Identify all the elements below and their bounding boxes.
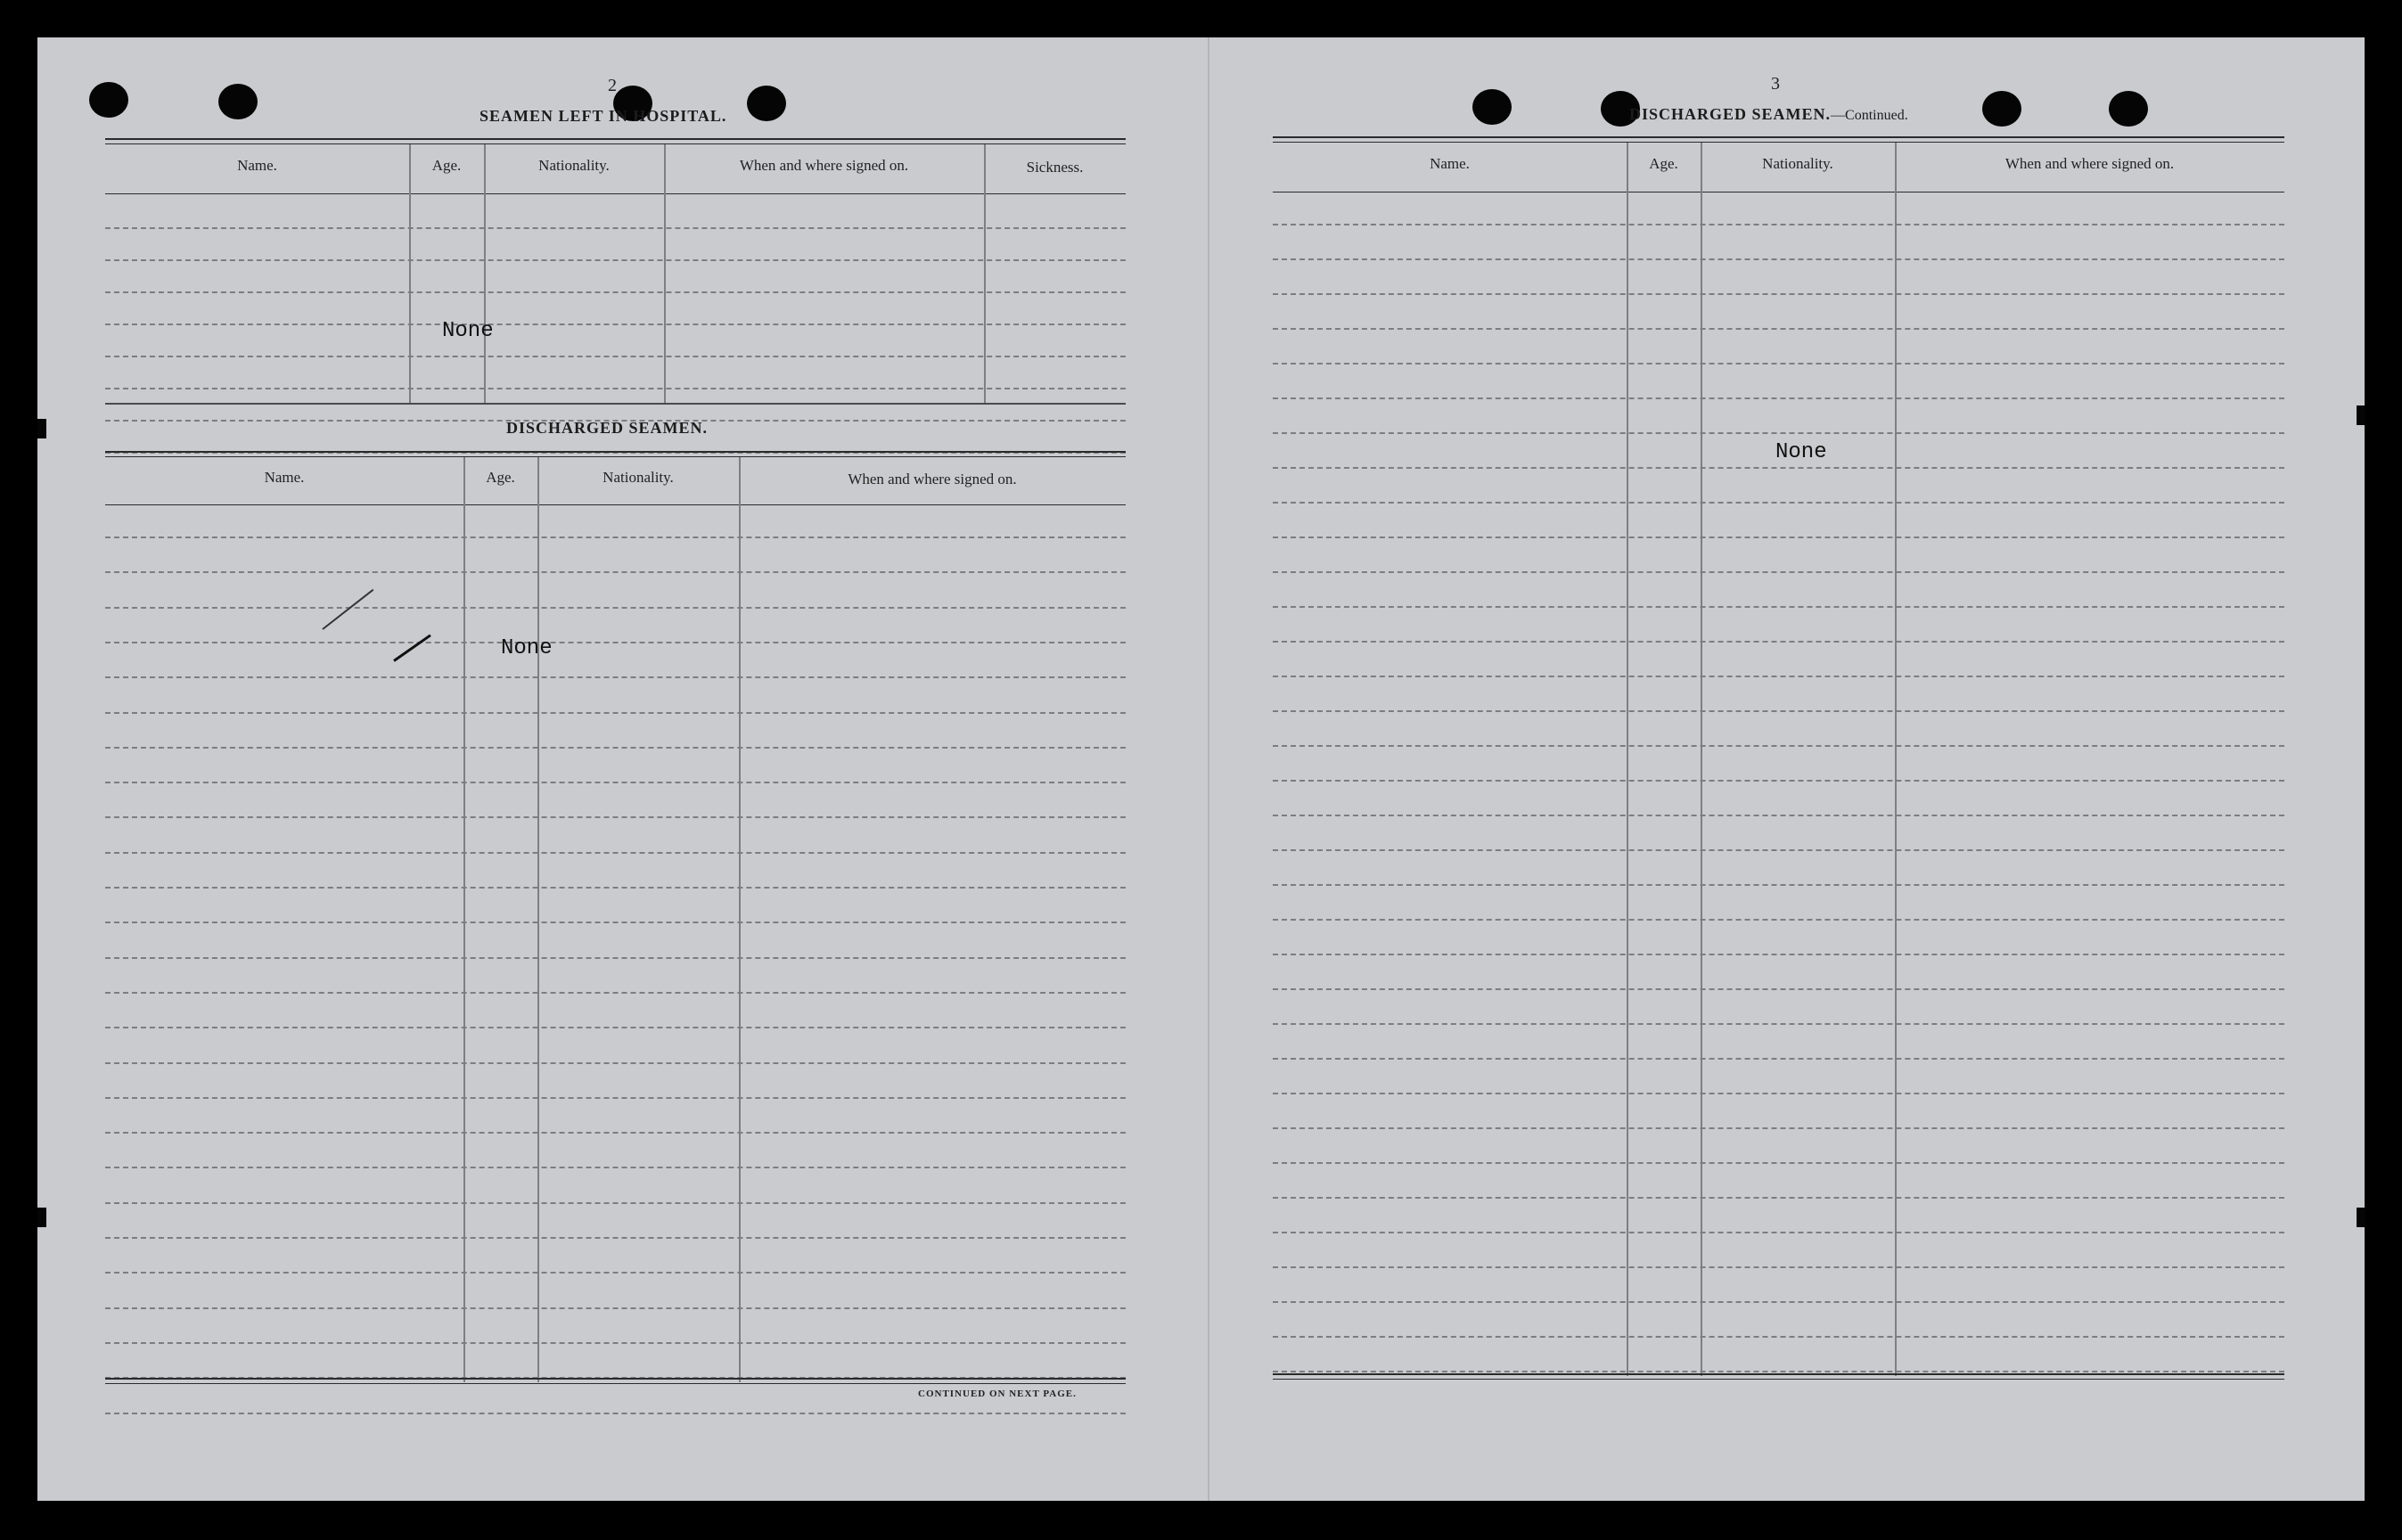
row-guide-line — [1273, 919, 2284, 921]
row-guide-line — [1273, 502, 2284, 504]
row-guide-line — [105, 1237, 1126, 1239]
hospital-table — [105, 138, 1126, 405]
row-guide-line — [1273, 1266, 2284, 1268]
row-guide-line — [1273, 537, 2284, 538]
row-guide-line — [1273, 815, 2284, 816]
page-number: 3 — [1771, 74, 1780, 94]
binder-hole — [747, 86, 786, 121]
row-guide-line — [1273, 884, 2284, 886]
binder-hole — [89, 82, 128, 118]
row-guide-line — [1273, 363, 2284, 365]
discharged-entry: None — [501, 636, 553, 660]
table-bottom-rule — [105, 403, 1126, 405]
row-guide-line — [1273, 641, 2284, 643]
column-header-nationality: Nationality. — [603, 469, 674, 486]
continued-footer: CONTINUED ON NEXT PAGE. — [918, 1388, 1077, 1399]
row-guide-line — [1273, 258, 2284, 260]
discharged-section-title: DISCHARGED SEAMEN. — [506, 419, 709, 437]
row-guide-line — [105, 1413, 1126, 1414]
column-header-signed-on: When and where signed on. — [2004, 155, 2175, 172]
row-guide-line — [1273, 397, 2284, 399]
row-guide-line — [105, 324, 1126, 325]
column-header-age: Age. — [431, 157, 462, 174]
table-bottom-rule — [1273, 1379, 2284, 1380]
row-guide-line — [105, 291, 1126, 293]
row-guide-line — [105, 388, 1126, 389]
row-guide-line — [1273, 606, 2284, 608]
binder-hole — [218, 84, 258, 119]
column-header-age: Age. — [1649, 155, 1678, 172]
column-header-age: Age. — [486, 469, 515, 486]
table-bottom-rule — [1273, 1373, 2284, 1375]
row-guide-line — [105, 1307, 1126, 1309]
column-header-name: Name. — [1430, 155, 1470, 172]
row-guide-line — [105, 356, 1126, 357]
binder-hole — [1472, 89, 1512, 125]
row-guide-line — [1273, 954, 2284, 955]
discharged-continued-title — [1629, 105, 1908, 124]
row-guide-line — [1273, 1336, 2284, 1338]
row-guide-line — [105, 992, 1126, 994]
row-guide-line — [1273, 467, 2284, 469]
table-rows — [105, 451, 1126, 1387]
row-guide-line — [105, 227, 1126, 229]
binder-hole — [1982, 91, 2021, 127]
row-guide-line — [105, 1027, 1126, 1028]
row-guide-line — [105, 852, 1126, 854]
row-guide-line — [105, 922, 1126, 923]
row-guide-line — [105, 259, 1126, 261]
column-header-name: Name. — [264, 469, 305, 486]
row-guide-line — [1273, 1197, 2284, 1199]
row-guide-line — [105, 571, 1126, 573]
table-bottom-rule — [105, 1378, 1126, 1380]
row-guide-line — [105, 957, 1126, 959]
row-guide-line — [105, 712, 1126, 714]
column-header-signed-on: When and where signed on. — [848, 471, 1017, 487]
row-guide-line — [1273, 571, 2284, 573]
row-guide-line — [1273, 328, 2284, 330]
discharged-continued-table — [1273, 136, 2284, 1380]
row-guide-line — [1273, 1023, 2284, 1025]
column-header-name: Name. — [237, 157, 277, 174]
discharged-continued-entry: None — [1775, 440, 1827, 464]
row-guide-line — [105, 607, 1126, 609]
title-continued: —Continued. — [1831, 108, 1908, 123]
binder-hole — [2109, 91, 2148, 127]
page-gutter — [1208, 37, 1209, 1501]
row-guide-line — [1273, 710, 2284, 712]
table-rows — [105, 138, 1126, 405]
row-guide-line — [1273, 1371, 2284, 1372]
column-header-sickness: Sickness. — [1026, 159, 1084, 176]
row-guide-line — [105, 1202, 1126, 1204]
row-guide-line — [105, 887, 1126, 889]
hospital-entry: None — [442, 319, 494, 343]
edge-tab — [2357, 405, 2365, 425]
row-guide-line — [105, 747, 1126, 749]
row-guide-line — [1273, 745, 2284, 747]
hospital-section-title: SEAMEN LEFT IN HOSPITAL. — [480, 107, 727, 125]
row-guide-line — [105, 1342, 1126, 1344]
row-guide-line — [1273, 676, 2284, 677]
edge-tab — [2357, 1208, 2365, 1227]
page-number: 2 — [608, 76, 617, 95]
column-header-nationality: Nationality. — [1762, 155, 1833, 172]
row-guide-line — [1273, 780, 2284, 782]
row-guide-line — [105, 1272, 1126, 1274]
row-guide-line — [1273, 293, 2284, 295]
row-guide-line — [1273, 988, 2284, 990]
row-guide-line — [1273, 1093, 2284, 1094]
row-guide-line — [1273, 224, 2284, 225]
row-guide-line — [1273, 1127, 2284, 1129]
row-guide-line — [105, 782, 1126, 783]
row-guide-line — [105, 1167, 1126, 1168]
column-header-nationality: Nationality. — [538, 157, 610, 174]
row-guide-line — [1273, 432, 2284, 434]
row-guide-line — [1273, 1162, 2284, 1164]
row-guide-line — [1273, 849, 2284, 851]
row-guide-line — [105, 1132, 1126, 1134]
column-header-signed-on: When and where signed on. — [739, 157, 909, 174]
edge-tab — [37, 1208, 46, 1227]
row-guide-line — [1273, 1301, 2284, 1303]
title-text: DISCHARGED SEAMEN. — [1629, 105, 1832, 123]
table-rows — [1273, 136, 2284, 1380]
row-guide-line — [105, 1062, 1126, 1064]
edge-tab — [37, 419, 46, 438]
row-guide-line — [105, 642, 1126, 643]
row-guide-line — [105, 816, 1126, 818]
row-guide-line — [105, 676, 1126, 678]
row-guide-line — [1273, 1058, 2284, 1060]
row-guide-line — [1273, 1232, 2284, 1233]
row-guide-line — [105, 537, 1126, 538]
discharged-table — [105, 451, 1126, 1387]
table-bottom-rule — [105, 1383, 1126, 1384]
row-guide-line — [105, 1097, 1126, 1099]
